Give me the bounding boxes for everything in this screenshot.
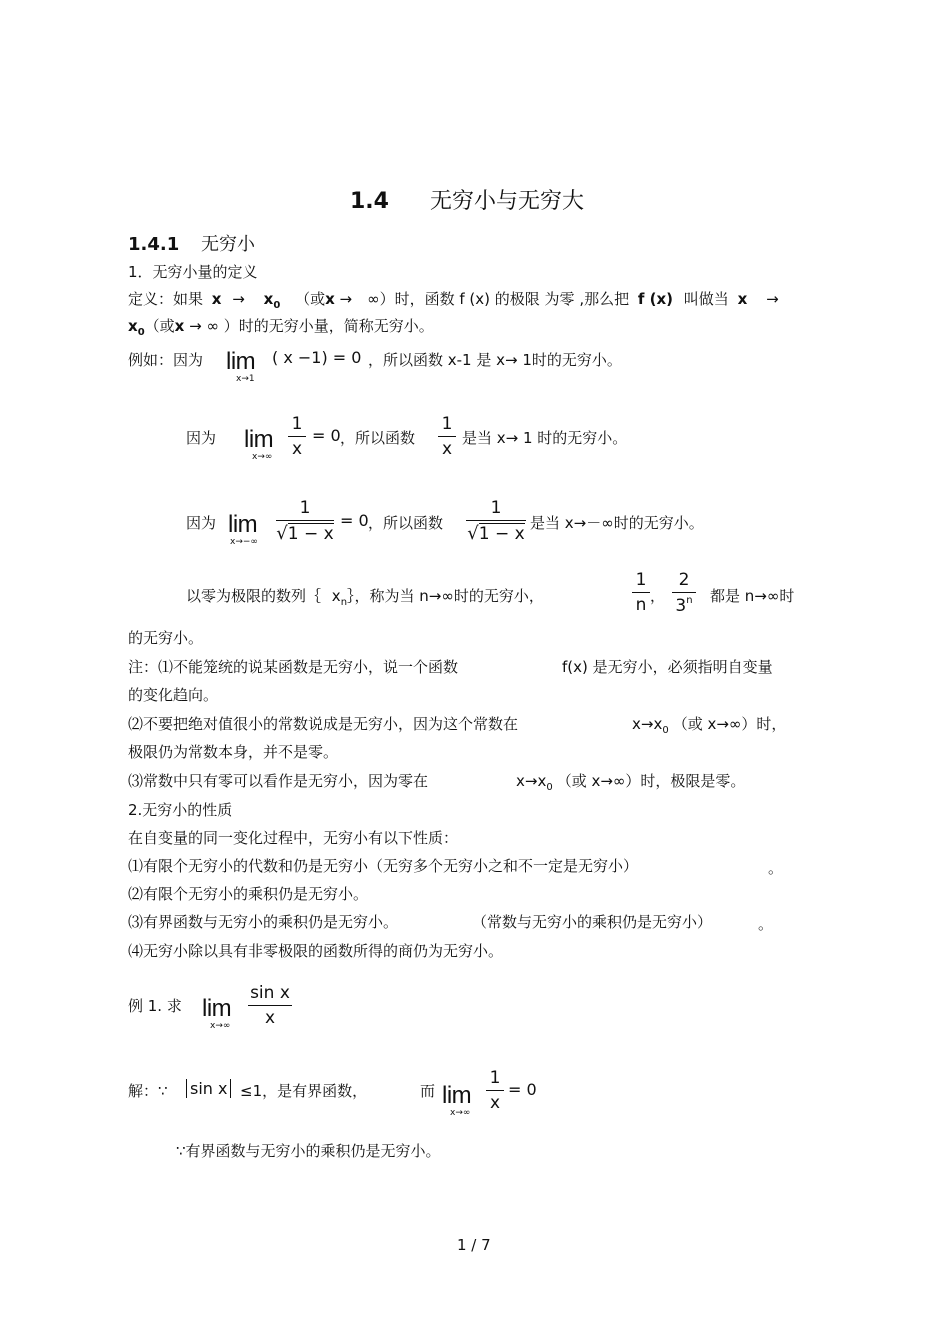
ex1-lim-under: x→1 [236,374,255,384]
ex3-denominator-2 [466,523,526,544]
definition-line-2 [128,315,434,338]
solution-numerator: 1 [489,1068,501,1088]
ex2-denominator-2: x [441,439,453,459]
ex3-radicand-2: 1 − x [478,524,525,544]
solution-denominator: x [489,1093,501,1113]
def-sub-0b: 0 [137,327,145,338]
ex1-expression: ( x −1) = 0 [272,348,362,367]
note-3-sub: 0 [546,782,553,793]
note-3-tail: （或 x→∞）时，极限是零。 [556,772,746,790]
def-var-x2: x [737,290,748,308]
seq-continuation: 的无穷小。 [128,629,204,647]
seq-f2-num: 2 [678,570,690,590]
solution-lim-under: x→∞ [450,1108,471,1118]
ex2-numerator-2: 1 [441,414,453,434]
page-number: 1 / 7 [457,1236,491,1254]
fraction-bar [248,1005,292,1006]
fraction-bar [276,520,334,521]
ex3-label: 因为 [186,514,217,532]
example1-lim-under: x→∞ [210,1021,231,1031]
fraction-bar [288,436,306,437]
ex2-lim: lim [244,426,274,453]
prop-2: ⑵有限个无穷小的乘积仍是无穷小。 [128,885,369,903]
seq-sub-n: n [340,597,348,608]
example1-fraction [248,983,292,1028]
note-2-var: x→x [632,715,663,733]
def-arrow: → [232,290,245,308]
ex3-lim-under: x→−∞ [230,537,258,547]
solution-conclusion: ∵有界函数与无穷小的乘积仍是无穷小。 [176,1142,441,1160]
seq-fraction-2 [672,570,696,616]
note-1c: 的变化趋向。 [128,686,219,704]
note-2b [632,713,786,736]
fraction-bar [672,592,696,593]
note-2a: ⑵不要把绝对值很小的常数说成是无穷小，因为这个常数在 [128,715,519,733]
ex2-denominator: x [291,439,303,459]
subsection-properties: 2.无穷小的性质 [128,801,233,819]
note-2d: 极限仍为常数本身，并不是零。 [128,743,339,761]
seq-var-x: x [331,587,341,605]
prop-3-end: 。 [758,915,774,933]
ex2-label: 因为 [186,429,217,447]
ex3-tail: 是当 x→－∞时的无穷小。 [530,514,704,532]
ex3-equals: = 0 [340,511,369,530]
solution-lim: lim [442,1082,472,1109]
def-var-xb: x [325,290,335,308]
ex1-lim: lim [226,348,256,375]
def-text-2: （或 [295,290,326,308]
ex3-lim: lim [228,511,258,538]
section-text: 无穷小 [200,234,255,255]
example1-lim: lim [202,995,232,1022]
solution-equals: = 0 [508,1080,537,1099]
ex1-tail: ，所以函数 x-1 是 x→ 1时的无穷小。 [368,351,622,369]
seq-f1-den: n [635,595,647,615]
def-text-3: → ∞）时，函数 f (x) 的极限 为零 ,那么把 [339,290,630,308]
ex2-numerator: 1 [291,414,303,434]
note-2-tail: （或 x→∞）时， [672,715,787,733]
chapter-number: 1.4 [350,189,389,214]
def-var-x0b: x [128,317,138,335]
solution-label: 解：∵ [128,1082,168,1100]
note-3a: ⑶常数中只有零可以看作是无穷小，因为零在 [128,772,429,790]
ex3-denominator [276,523,334,544]
def-text-4: 叫做当 [683,290,729,308]
seq-text-2: ｝，称为当 n→∞时的无穷小， [347,587,544,605]
example1-numerator: sin x [250,983,290,1003]
def-text-5: （或 [144,317,175,335]
solution-fraction [486,1068,504,1113]
example-1-heading: 例 1. 求 [128,997,182,1015]
seq-text-3: 都是 n→∞时 [710,587,795,605]
definition-line-1 [128,288,779,311]
seq-f2-den [672,595,696,616]
ex2-mid: ，所以函数 [340,429,416,447]
def-text-1: 定义：如果 [128,290,204,308]
fraction-bar [632,592,650,593]
fraction-bar [486,1090,504,1091]
seq-text-1: 以零为极限的数列｛ [186,587,322,605]
seq-comma: ， [650,587,666,605]
ex2-fraction [288,414,306,459]
def-fx: f (x) [637,290,674,308]
ex2-lim-under: x→∞ [252,452,273,462]
def-arrow-2: → [766,290,779,308]
def-sub-0: 0 [273,300,281,311]
seq-f1-num: 1 [635,570,647,590]
ex2-equals: = 0 [312,426,341,445]
def-text-6: → ∞ ）时的无穷小量，简称无穷小。 [189,317,434,335]
solution-abs-content: sin x [190,1079,228,1098]
subsection-definition: 1．无穷小量的定义 [128,263,258,281]
props-intro: 在自变量的同一变化过程中，无穷小有以下性质： [128,829,459,847]
sqrt-icon: √ [276,523,288,544]
section-number: 1.4.1 [128,234,180,255]
prop-4: ⑷无穷小除以具有非零极限的函数所得的商仍为无穷小。 [128,942,504,960]
note-1a: 注：⑴不能笼统的说某函数是无穷小，说一个函数 [128,658,459,676]
fraction-bar [466,520,526,521]
def-var-xc: x [174,317,185,335]
chapter-title [350,184,584,215]
example1-denominator: x [264,1008,276,1028]
sequence-line [186,585,544,608]
prop-1: ⑴有限个无穷小的代数和仍是无穷小（无穷多个无穷小之和不一定是无穷小） [128,857,639,875]
ex3-numerator: 1 [299,498,311,518]
fraction-bar [438,436,456,437]
sqrt-icon: √ [467,523,479,544]
seq-fraction-1 [632,570,650,615]
prop-3: ⑶有界函数与无穷小的乘积仍是无穷小。 [128,913,399,931]
ex3-mid: ，所以函数 [368,514,444,532]
ex2-fraction-2 [438,414,456,459]
seq-f2-base: 3 [675,596,687,616]
def-var-x: x [211,290,222,308]
note-3b [516,770,745,793]
solution-and: 而 [420,1082,436,1100]
seq-f2-exp: n [686,595,693,606]
ex3-numerator-2: 1 [490,498,502,518]
section-heading [128,230,255,256]
prop-1-end: 。 [768,859,784,877]
ex3-radicand: 1 − x [287,524,334,544]
ex3-fraction-2 [466,498,526,544]
note-1b: f(x) 是无穷小，必须指明自变量 [562,658,773,676]
chapter-text: 无穷小与无穷大 [429,189,584,214]
prop-3-note: （常数与无穷小的乘积仍是无穷小） [472,913,713,931]
example-1-label: 例如：因为 [128,351,204,369]
note-3-var: x→x [516,772,547,790]
solution-abs [186,1079,231,1098]
note-2-sub: 0 [662,725,669,736]
ex2-tail: 是当 x→ 1 时的无穷小。 [462,429,628,447]
solution-le: ≤1，是有界函数， [240,1082,368,1100]
def-var-x0: x [263,290,274,308]
ex3-fraction [276,498,334,544]
